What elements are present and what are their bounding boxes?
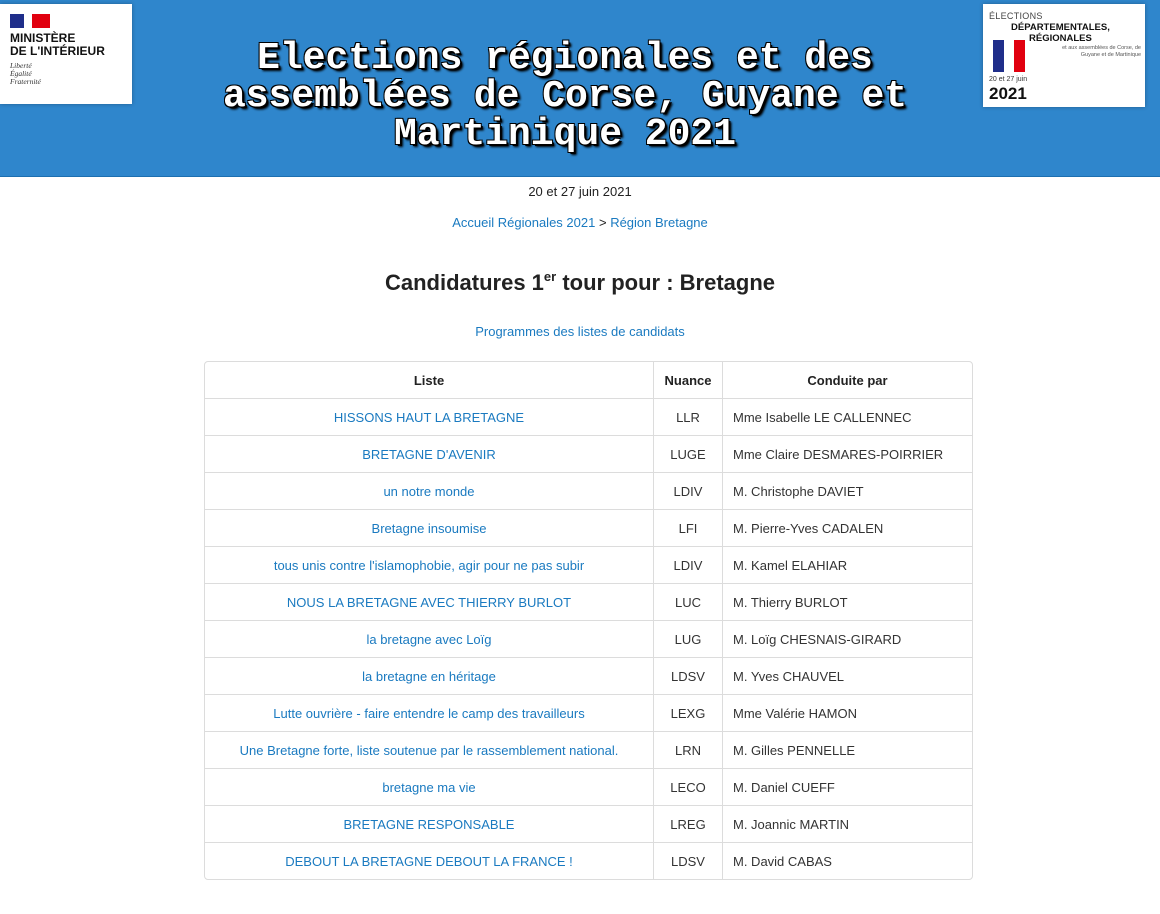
list-leader-cell: M. Loïg CHESNAIS-GIRARD [723,621,973,658]
page-title [0,269,1160,296]
list-name-cell [205,843,654,880]
page-title-sup: er [543,269,557,284]
ministry-motto: Liberté Égalité Fraternité [10,61,41,86]
page-title-prefix: Candidatures 1 [384,270,544,295]
programmes-link[interactable]: Programmes des listes de candidats [475,324,685,339]
nuance-cell: LECO [654,769,723,806]
list-leader-cell: Mme Valérie HAMON [723,695,973,732]
list-leader-cell: M. David CABAS [723,843,973,880]
table-header-row [205,362,972,399]
table-row [205,843,972,880]
header-nuance: Nuance [654,362,723,399]
list-name-cell [205,732,654,769]
list-name-link[interactable]: BRETAGNE D'AVENIR [362,446,496,462]
list-name-link[interactable]: DEBOUT LA BRETAGNE DEBOUT LA FRANCE ! [285,853,573,869]
list-leader-cell: Mme Claire DESMARES-POIRRIER [723,436,973,473]
list-name-cell [205,806,654,843]
list-name-cell [205,621,654,658]
nuance-cell: LRN [654,732,723,769]
list-name-cell [205,436,654,473]
nuance-cell: LUGE [654,436,723,473]
nuance-cell: LREG [654,806,723,843]
list-name-link[interactable]: un notre monde [383,483,475,499]
logo-assemblees-text: et aux assemblées de Corse, de Guyane et de Martinique [1062,45,1141,58]
ministry-name: MINISTÈRE DE L'INTÉRIEUR [10,31,105,58]
candidates-table [205,362,972,879]
list-name-link[interactable]: Une Bretagne forte, liste soutenue par le rassemblement national. [239,742,619,758]
nuance-cell: LEXG [654,695,723,732]
list-name-cell [205,473,654,510]
list-name-link[interactable]: la bretagne en héritage [362,668,496,684]
nuance-cell: LDSV [654,843,723,880]
list-leader-cell: M. Christophe DAVIET [723,473,973,510]
logo-departementales-text: DÉPARTEMENTALES, [1011,22,1110,33]
nuance-cell: LDIV [654,473,723,510]
french-flag-icon [993,40,1025,72]
nuance-cell: LUG [654,621,723,658]
breadcrumb-home-link[interactable]: Accueil Régionales 2021 [452,215,596,230]
list-name-link[interactable]: BRETAGNE RESPONSABLE [343,816,515,832]
list-name-link[interactable]: tous unis contre l'islamophobie, agir pour ne pas subir [273,557,585,573]
elections-2021-logo [983,4,1145,107]
list-name-cell [205,658,654,695]
nuance-cell: LDSV [654,658,723,695]
list-leader-cell: M. Kamel ELAHIAR [723,547,973,584]
list-name-cell [205,547,654,584]
list-name-cell [205,769,654,806]
table-row [205,399,972,436]
list-name-link[interactable]: HISSONS HAUT LA BRETAGNE [333,409,525,425]
list-name-cell [205,510,654,547]
list-name-link[interactable]: Bretagne insoumise [371,520,487,536]
table-row [205,769,972,806]
list-leader-cell: M. Gilles PENNELLE [723,732,973,769]
header-liste: Liste [205,362,654,399]
site-title: Elections régionales et des assemblées de Corse, Guyane et Martinique 2021 [222,37,908,156]
list-name-link[interactable]: NOUS LA BRETAGNE AVEC THIERRY BURLOT [286,594,572,610]
table-row [205,732,972,769]
table-row [205,436,972,473]
table-row [205,806,972,843]
nuance-cell: LLR [654,399,723,436]
nuance-cell: LFI [654,510,723,547]
table-row [205,547,972,584]
list-leader-cell: M. Joannic MARTIN [723,806,973,843]
list-leader-cell: M. Daniel CUEFF [723,769,973,806]
ministry-logo[interactable] [0,4,132,104]
list-leader-cell: M. Thierry BURLOT [723,584,973,621]
programmes-section [0,324,1160,339]
logo-regionales-text: RÉGIONALES [1029,33,1092,44]
list-name-cell [205,695,654,732]
list-name-link[interactable]: bretagne ma vie [382,779,476,795]
logo-year-text: 2021 [989,84,1027,103]
breadcrumb-region-link[interactable]: Région Bretagne [610,215,708,230]
nuance-cell: LDIV [654,547,723,584]
list-name-cell [205,399,654,436]
header-conduite: Conduite par [723,362,973,399]
logo-dates-text: 20 et 27 juin [989,76,1028,83]
nuance-cell: LUC [654,584,723,621]
table-row [205,510,972,547]
list-name-link[interactable]: la bretagne avec Loïg [366,631,492,647]
election-dates: 20 et 27 juin 2021 [528,184,632,199]
breadcrumb [0,215,1160,230]
logo-elections-text: ÉLECTIONS [989,11,1043,21]
marianne-flag-icon [10,14,50,28]
table-row [205,695,972,732]
list-leader-cell: M. Yves CHAUVEL [723,658,973,695]
list-leader-cell: M. Pierre-Yves CADALEN [723,510,973,547]
list-name-cell [205,584,654,621]
breadcrumb-separator: > [598,215,607,230]
header-banner [0,0,1160,177]
table-row [205,473,972,510]
candidates-table-container [204,361,973,880]
page-title-suffix: tour pour : Bretagne [556,270,775,295]
table-row [205,621,972,658]
table-row [205,658,972,695]
list-leader-cell: Mme Isabelle LE CALLENNEC [723,399,973,436]
table-row [205,584,972,621]
list-name-link[interactable]: Lutte ouvrière - faire entendre le camp des travailleurs [273,705,585,721]
